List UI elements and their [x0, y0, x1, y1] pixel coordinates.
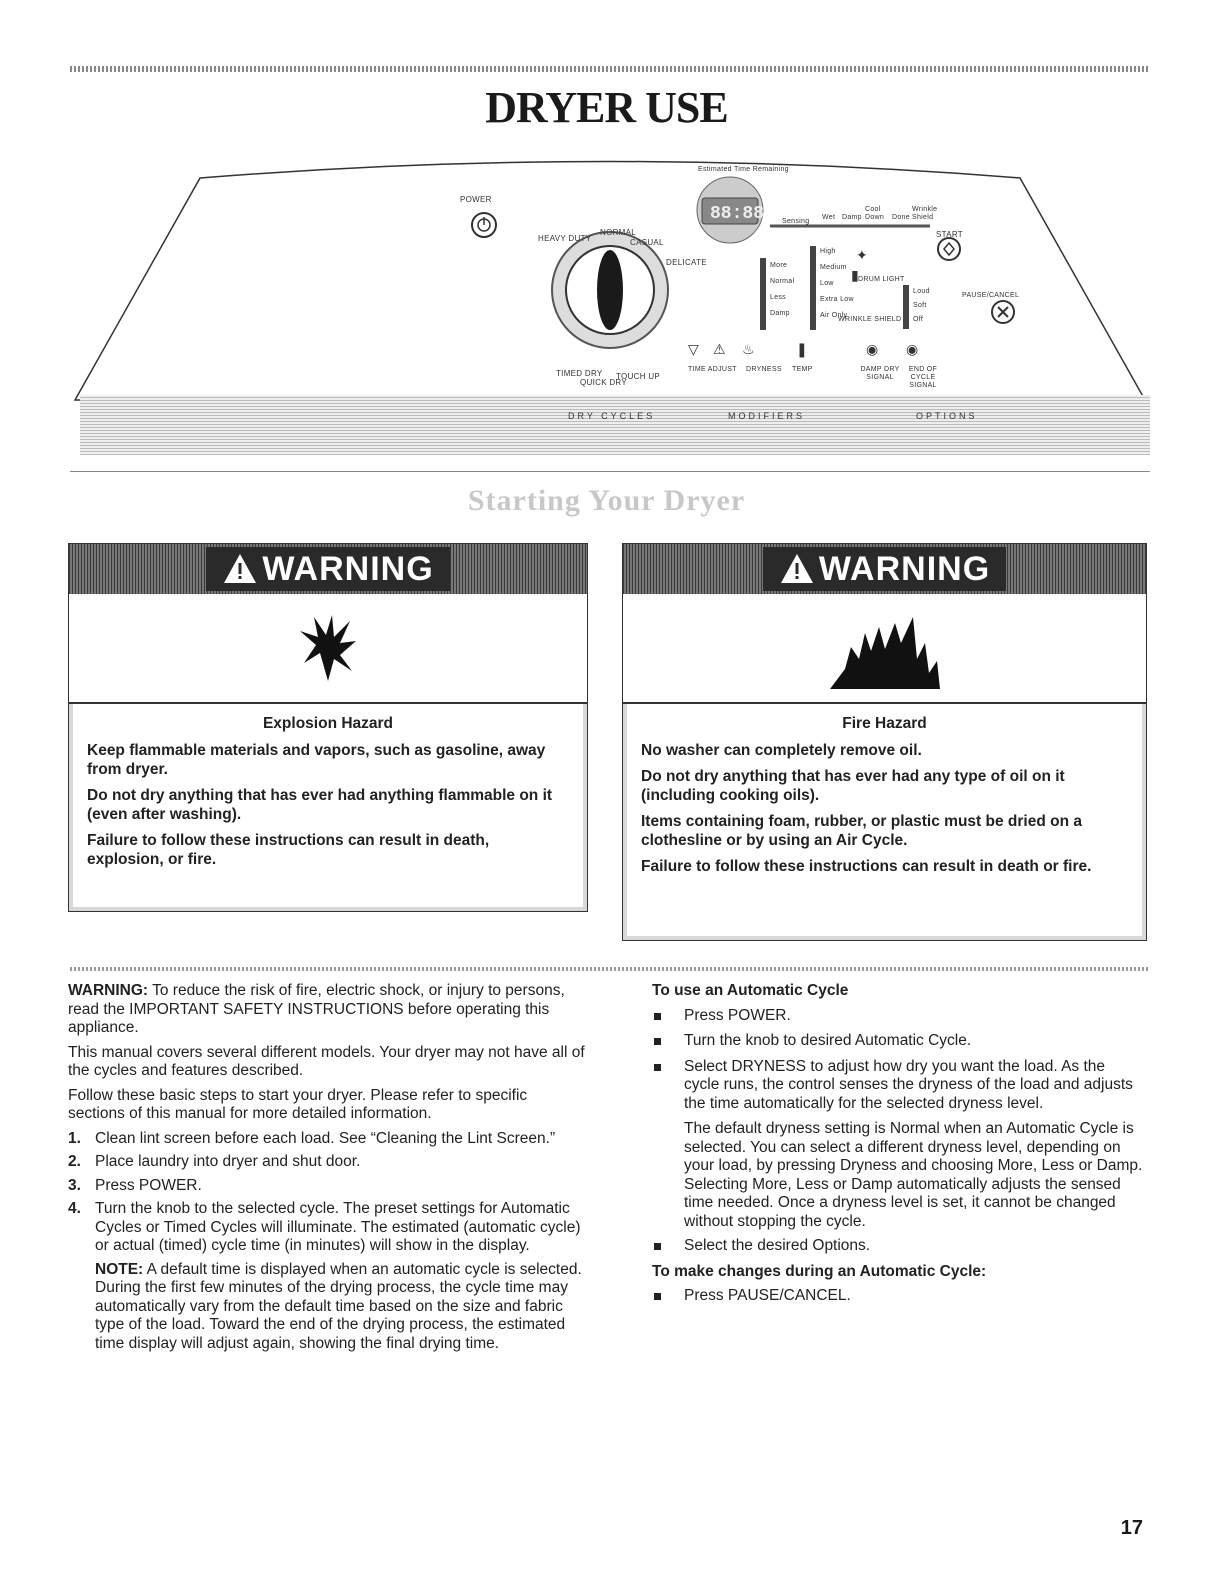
bullet-icon — [652, 1032, 684, 1051]
step-item — [68, 1130, 588, 1149]
volume-loud: Loud — [913, 288, 930, 295]
sensing-label: Sensing — [782, 218, 810, 225]
bullet-text: Select DRYNESS to adjust how dry you want the load. As the cycle runs, the control senses the dryness of the load and adjusts the time automatically for the selected dryness level. — [684, 1057, 1133, 1112]
changes-heading: To make changes during an Automatic Cycle: — [652, 1262, 987, 1280]
dryness-label: DRYNESS — [746, 366, 782, 373]
steps-intro-paragraph: Follow these basic steps to start your dryer. Please refer to specific sections of this manual for more detailed information. — [68, 1086, 528, 1122]
temp-air-only: Air Only — [820, 312, 848, 319]
warning-line: Failure to follow these instructions can result in death, explosion, or fire. — [87, 832, 490, 868]
warning-line: No washer can completely remove oil. — [641, 742, 922, 759]
step-text: Press POWER. — [95, 1176, 202, 1194]
step-item — [68, 1177, 588, 1196]
bullet-icon — [652, 1058, 684, 1114]
dryness-normal: Normal — [770, 278, 795, 285]
note-lead: NOTE: — [95, 1260, 144, 1278]
wrinkle-shield-label: WRINKLE SHIELD — [838, 316, 902, 323]
note-paragraph — [95, 1261, 588, 1354]
bullet-text: Press PAUSE/CANCEL. — [684, 1287, 851, 1304]
start-button-icon — [938, 238, 960, 260]
dryness-default-paragraph: The default dryness setting is Normal when an Automatic Cycle is selected. You can select a different dryness level, depending on your load, by pressing Dryness and choosing More, Less or Damp. Selecting More, Less or Damp automatically adjusts the sensed time needed. Once a dryness level is set, it cannot be changed without stopping the cycle. — [684, 1120, 1143, 1230]
cycle-heavy-duty: HEAVY DUTY — [538, 234, 592, 243]
bullet-item — [652, 1058, 1144, 1114]
temp-high: High — [820, 248, 836, 255]
drum-light-icon: ✦ — [856, 248, 868, 264]
cycle-casual: CASUAL — [630, 238, 664, 247]
status-wrinkle-shield: Wrinkle Shield — [912, 206, 938, 221]
page-number: 17 — [1120, 1517, 1143, 1539]
thermometer-icon: ❚ — [796, 342, 808, 358]
warning-body — [623, 704, 1146, 940]
step-text: Clean lint screen before each load. See “Cleaning the Lint Screen.” — [95, 1129, 556, 1147]
page-title: DRYER USE — [485, 83, 728, 132]
bullet-item — [652, 1007, 1144, 1026]
temp-indicator-bar — [810, 246, 816, 330]
dryness-indicator-bar — [760, 258, 766, 330]
pause-cancel-label: PAUSE/CANCEL — [962, 292, 1020, 299]
svg-text:88:88: 88:88 — [710, 204, 765, 224]
section-dry-cycles: DRY CYCLES — [568, 411, 656, 421]
hazard-title: Explosion Hazard — [262, 715, 394, 732]
bullet-item — [652, 1237, 1144, 1256]
bullet-text: Press POWER. — [684, 1006, 791, 1024]
panel-shaded-band — [80, 395, 1150, 455]
damp-signal-icon: ◉ — [866, 342, 879, 358]
explosion-warning-box — [68, 543, 588, 912]
hazard-title: Fire Hazard — [842, 715, 927, 732]
cycle-knob-icon — [597, 250, 623, 330]
dryness-damp: Damp — [770, 310, 790, 317]
start-label: START — [936, 230, 963, 239]
warning-line: Keep flammable materials and vapors, such as gasoline, away from dryer. — [87, 742, 546, 778]
volume-indicator-bar — [903, 285, 909, 329]
volume-off: Off — [913, 316, 924, 323]
section-divider — [70, 471, 1150, 472]
bullet-item — [652, 1287, 1144, 1306]
body-dotted-rule — [70, 967, 1150, 971]
time-adjust-icon: ▽ — [688, 342, 699, 358]
warning-line: Items containing foam, rubber, or plastic must be dried on a clothesline or by using an Air Cycle. — [641, 813, 1082, 849]
step-number: 1. — [68, 1129, 81, 1147]
status-cool-down: Cool Down — [865, 206, 885, 221]
temp-low: Low — [820, 280, 834, 287]
section-options: OPTIONS — [916, 411, 978, 421]
warning-triangle-icon — [222, 551, 258, 587]
bullet-item — [652, 1032, 1144, 1051]
dryness-less: Less — [770, 294, 786, 301]
end-signal-icon: ◉ — [906, 342, 919, 358]
cycle-delicate: DELICATE — [666, 258, 707, 267]
automatic-cycle-heading: To use an Automatic Cycle — [652, 982, 849, 999]
cycle-quick-dry: QUICK DRY — [580, 378, 628, 387]
status-done: Done — [892, 214, 910, 221]
warning-line: Failure to follow these instructions can result in death or fire. — [641, 858, 1092, 875]
warning-header — [69, 544, 587, 594]
warning-header — [623, 544, 1146, 594]
bullet-text: Turn the knob to desired Automatic Cycle. — [684, 1032, 972, 1049]
temp-label: TEMP — [792, 366, 813, 373]
warning-body — [69, 704, 587, 911]
cycle-touch-up: TOUCH UP — [616, 372, 661, 381]
step-number: 2. — [68, 1153, 81, 1170]
time-adjust-label: TIME ADJUST — [688, 366, 737, 373]
fire-icon — [825, 603, 945, 693]
section-title: Starting Your Dryer — [467, 484, 746, 517]
warning-lead: WARNING: — [68, 982, 149, 999]
right-column — [652, 982, 1144, 1313]
temp-extra-low: Extra Low — [820, 296, 854, 303]
drum-light-label: DRUM LIGHT — [858, 276, 905, 283]
temp-medium: Medium — [820, 264, 847, 271]
step-item — [68, 1153, 588, 1172]
status-damp: Damp — [842, 214, 862, 221]
warning-header-text: WARNING — [262, 549, 434, 588]
left-column — [68, 982, 588, 1359]
end-of-cycle-signal-label: END OF CYCLE SIGNAL — [908, 366, 938, 389]
power-label: POWER — [460, 195, 492, 204]
dryness-more: More — [770, 262, 788, 269]
section-modifiers: MODIFIERS — [728, 411, 806, 421]
dryness-icon: ⚠ — [713, 342, 726, 358]
wrinkle-shield-icon: ▮ — [851, 268, 859, 284]
cycle-normal: NORMAL — [600, 228, 637, 237]
bullet-icon — [652, 1007, 684, 1026]
models-paragraph: This manual covers several different models. Your dryer may not have all of the cycles and features described. — [68, 1043, 585, 1079]
bullet-icon — [652, 1287, 684, 1306]
status-wet: Wet — [822, 214, 836, 221]
estimated-time-label: Estimated Time Remaining — [698, 166, 789, 173]
warning-header-text: WARNING — [818, 549, 991, 588]
bullet-icon — [652, 1237, 684, 1256]
step-item — [68, 1200, 588, 1256]
step-text: Place laundry into dryer and shut door. — [95, 1153, 361, 1170]
explosion-icon — [298, 613, 358, 683]
warning-line: Do not dry anything that has ever had anything flammable on it (even after washing). — [87, 787, 553, 823]
cycle-timed-dry: TIMED DRY — [556, 369, 603, 378]
safety-warning-paragraph — [68, 982, 588, 1038]
explosion-pictogram — [69, 594, 587, 704]
bullet-text: Select the desired Options. — [684, 1237, 871, 1254]
top-dotted-rule — [70, 66, 1150, 72]
step-number: 4. — [68, 1200, 81, 1217]
fire-pictogram — [623, 594, 1146, 704]
fire-warning-box — [622, 543, 1147, 941]
step-text: Turn the knob to the selected cycle. The preset settings for Automatic Cycles or Timed Cycles will illuminate. The estimated (automatic cycle) or actual (timed) cycle time (in minutes) will show in the display. — [95, 1200, 581, 1254]
step-number: 3. — [68, 1176, 81, 1194]
temp-icon: ♨ — [742, 342, 755, 358]
warning-line: Do not dry anything that has ever had any type of oil on it (including cooking oils). — [641, 768, 1065, 804]
volume-soft: Soft — [913, 302, 927, 309]
warning-triangle-icon — [779, 551, 815, 587]
warning-text: To reduce the risk of fire, electric shock, or injury to persons, read the IMPORTANT SAFETY INSTRUCTIONS before operating this appliance. — [68, 982, 565, 1036]
damp-dry-signal-label: DAMP DRY SIGNAL — [860, 366, 900, 381]
note-text: A default time is displayed when an automatic cycle is selected. During the first few minutes of the drying process, the cycle time may automatically vary from the default time based on the size and fabric type of the load. Toward the end of the drying process, the estimated time display will adjust again, showing the final drying time. — [95, 1260, 582, 1352]
